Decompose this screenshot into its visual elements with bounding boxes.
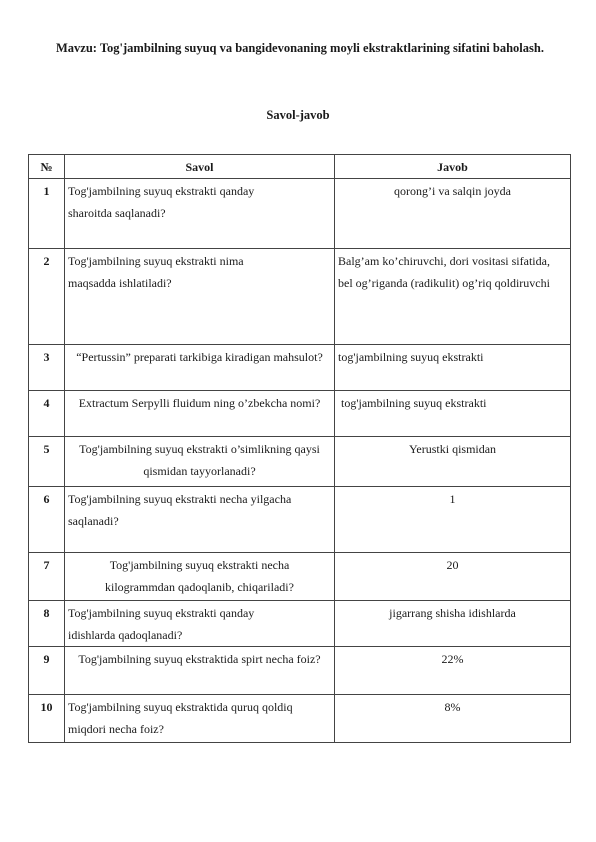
row-number: 5	[29, 437, 65, 487]
row-answer: Yerustki qismidan	[335, 437, 571, 487]
row-number: 9	[29, 647, 65, 695]
row-answer: tog'jambilning suyuq ekstrakti	[335, 345, 571, 391]
row-number: 1	[29, 179, 65, 249]
row-answer: 22%	[335, 647, 571, 695]
row-number: 3	[29, 345, 65, 391]
row-answer: Balg’am ko’chiruvchi, dori vositasi sifatida, bel og’riganda (radikulit) og’riq qoldiruvchi	[335, 249, 571, 345]
row-number: 6	[29, 487, 65, 553]
row-number: 10	[29, 695, 65, 743]
row-answer: qorong’i va salqin joyda	[335, 179, 571, 249]
table-row	[29, 345, 571, 391]
table-row	[29, 437, 571, 487]
table-row	[29, 695, 571, 743]
table-row	[29, 487, 571, 553]
table-row	[29, 249, 571, 345]
header-answer: Javob	[335, 155, 571, 179]
row-answer: 1	[335, 487, 571, 553]
row-number: 4	[29, 391, 65, 437]
header-number: №	[29, 155, 65, 179]
row-question: Tog'jambilning suyuq ekstraktida quruq qoldiq miqdori necha foiz?	[65, 695, 335, 743]
row-question: “Pertussin” preparati tarkibiga kiradigan mahsulot?	[65, 345, 335, 391]
row-question: Tog'jambilning suyuq ekstrakti qanday sharoitda saqlanadi?	[65, 179, 335, 249]
row-number: 8	[29, 601, 65, 647]
row-question: Tog'jambilning suyuq ekstrakti nima maqsadda ishlatiladi?	[65, 249, 335, 345]
table-row	[29, 553, 571, 601]
row-number: 2	[29, 249, 65, 345]
table-row	[29, 647, 571, 695]
row-question: Tog'jambilning suyuq ekstrakti necha kilogrammdan qadoqlanib, chiqariladi?	[65, 553, 335, 601]
row-question: Tog'jambilning suyuq ekstrakti o’simlikning qaysi qismidan tayyorlanadi?	[65, 437, 335, 487]
row-answer: 8%	[335, 695, 571, 743]
row-question: Tog'jambilning suyuq ekstrakti qanday idishlarda qadoqlanadi?	[65, 601, 335, 647]
row-number: 7	[29, 553, 65, 601]
table-row	[29, 179, 571, 249]
row-question: Tog'jambilning suyuq ekstrakti necha yilgacha saqlanadi?	[65, 487, 335, 553]
qa-table	[28, 154, 571, 743]
table-row	[29, 391, 571, 437]
row-question: Tog'jambilning suyuq ekstraktida spirt necha foiz?	[65, 647, 335, 695]
document-title: Mavzu: Tog'jambilning suyuq va bangidevonaning moyli ekstraktlarining sifatini baholash.	[56, 41, 544, 55]
document-subtitle: Savol-javob	[266, 108, 330, 122]
row-answer: tog'jambilning suyuq ekstrakti	[335, 391, 571, 437]
row-answer: 20	[335, 553, 571, 601]
table-row	[29, 601, 571, 647]
row-answer: jigarrang shisha idishlarda	[335, 601, 571, 647]
header-question: Savol	[65, 155, 335, 179]
table-header-row	[29, 155, 571, 179]
row-question: Extractum Serpylli fluidum ning o’zbekcha nomi?	[65, 391, 335, 437]
